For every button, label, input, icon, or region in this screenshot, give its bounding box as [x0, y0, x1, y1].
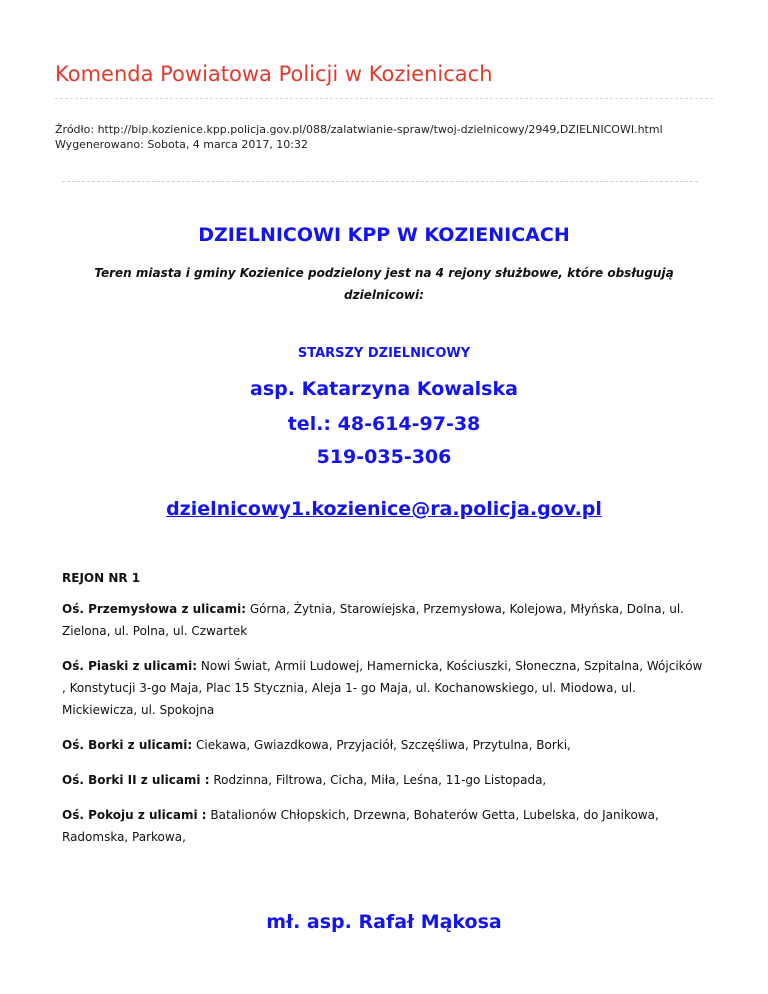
intro-text: Teren miasta i gminy Kozienice podzielony jest na 4 rejony służbowe, które obsługują dzielnicowi:	[94, 266, 674, 302]
officer-name: asp. Katarzyna Kowalska	[250, 378, 518, 400]
officer-phone: tel.: 48-614-97-38	[287, 413, 481, 435]
area-label: Oś. Przemysłowa z ulicami:	[62, 602, 247, 616]
area-label: Oś. Piaski z ulicami:	[62, 659, 198, 673]
officer-role: STARSZY DZIELNICOWY	[297, 346, 471, 361]
area-label: Oś. Borki z ulicami:	[62, 738, 193, 752]
document-title: DZIELNICOWI KPP W KOZIENICACH	[198, 224, 570, 246]
area-item	[62, 804, 707, 848]
area-item	[62, 598, 707, 642]
rejon-heading: REJON NR 1	[62, 571, 141, 585]
officer-mobile: 519-035-306	[316, 446, 452, 468]
area-item	[62, 655, 707, 721]
second-officer-name: mł. asp. Rafał Mąkosa	[266, 911, 502, 933]
header-divider	[55, 98, 713, 99]
area-item	[62, 769, 707, 791]
area-streets: Rodzinna, Filtrowa, Cicha, Miła, Leśna, 11-go Listopada,	[209, 773, 547, 787]
area-item	[62, 734, 707, 756]
officer-email-link[interactable]: dzielnicowy1.kozienice@ra.policja.gov.pl	[166, 498, 602, 520]
page-header-title: Komenda Powiatowa Policji w Kozienicach	[55, 62, 493, 86]
area-streets: Górna, Żytnia, Starowiejska, Przemysłowa, Kolejowa, Młyńska, Dolna, ul. Zielona, ul. Polna, ul. Czwartek	[62, 602, 684, 638]
area-streets: Batalionów Chłopskich, Drzewna, Bohaterów Getta, Lubelska, do Janikowa, Radomska, Parkowa,	[62, 808, 659, 844]
area-streets: Ciekawa, Gwiazdkowa, Przyjaciół, Szczęśliwa, Przytulna, Borki,	[192, 738, 571, 752]
meta-divider	[62, 181, 698, 182]
area-streets: Nowi Świat, Armii Ludowej, Hamernicka, Kościuszki, Słoneczna, Szpitalna, Wójcików , Konstytucji 3-go Maja, Plac 15 Stycznia, Aleja 1- go Maja, ul. Kochanowskiego, ul. Miodowa, ul. Mickiewicza, ul. Spokojna	[62, 659, 703, 717]
generated-date-line: Wygenerowano: Sobota, 4 marca 2017, 10:32	[55, 138, 309, 151]
area-list	[62, 598, 707, 861]
area-label: Oś. Pokoju z ulicami :	[62, 808, 207, 822]
area-label: Oś. Borki II z ulicami :	[62, 773, 210, 787]
source-url-line: Źródło: http://bip.kozienice.kpp.policja.gov.pl/088/zalatwianie-spraw/twoj-dzielnicowy/2949,DZIELNICOWI.html	[55, 123, 663, 136]
document-meta	[55, 122, 663, 152]
